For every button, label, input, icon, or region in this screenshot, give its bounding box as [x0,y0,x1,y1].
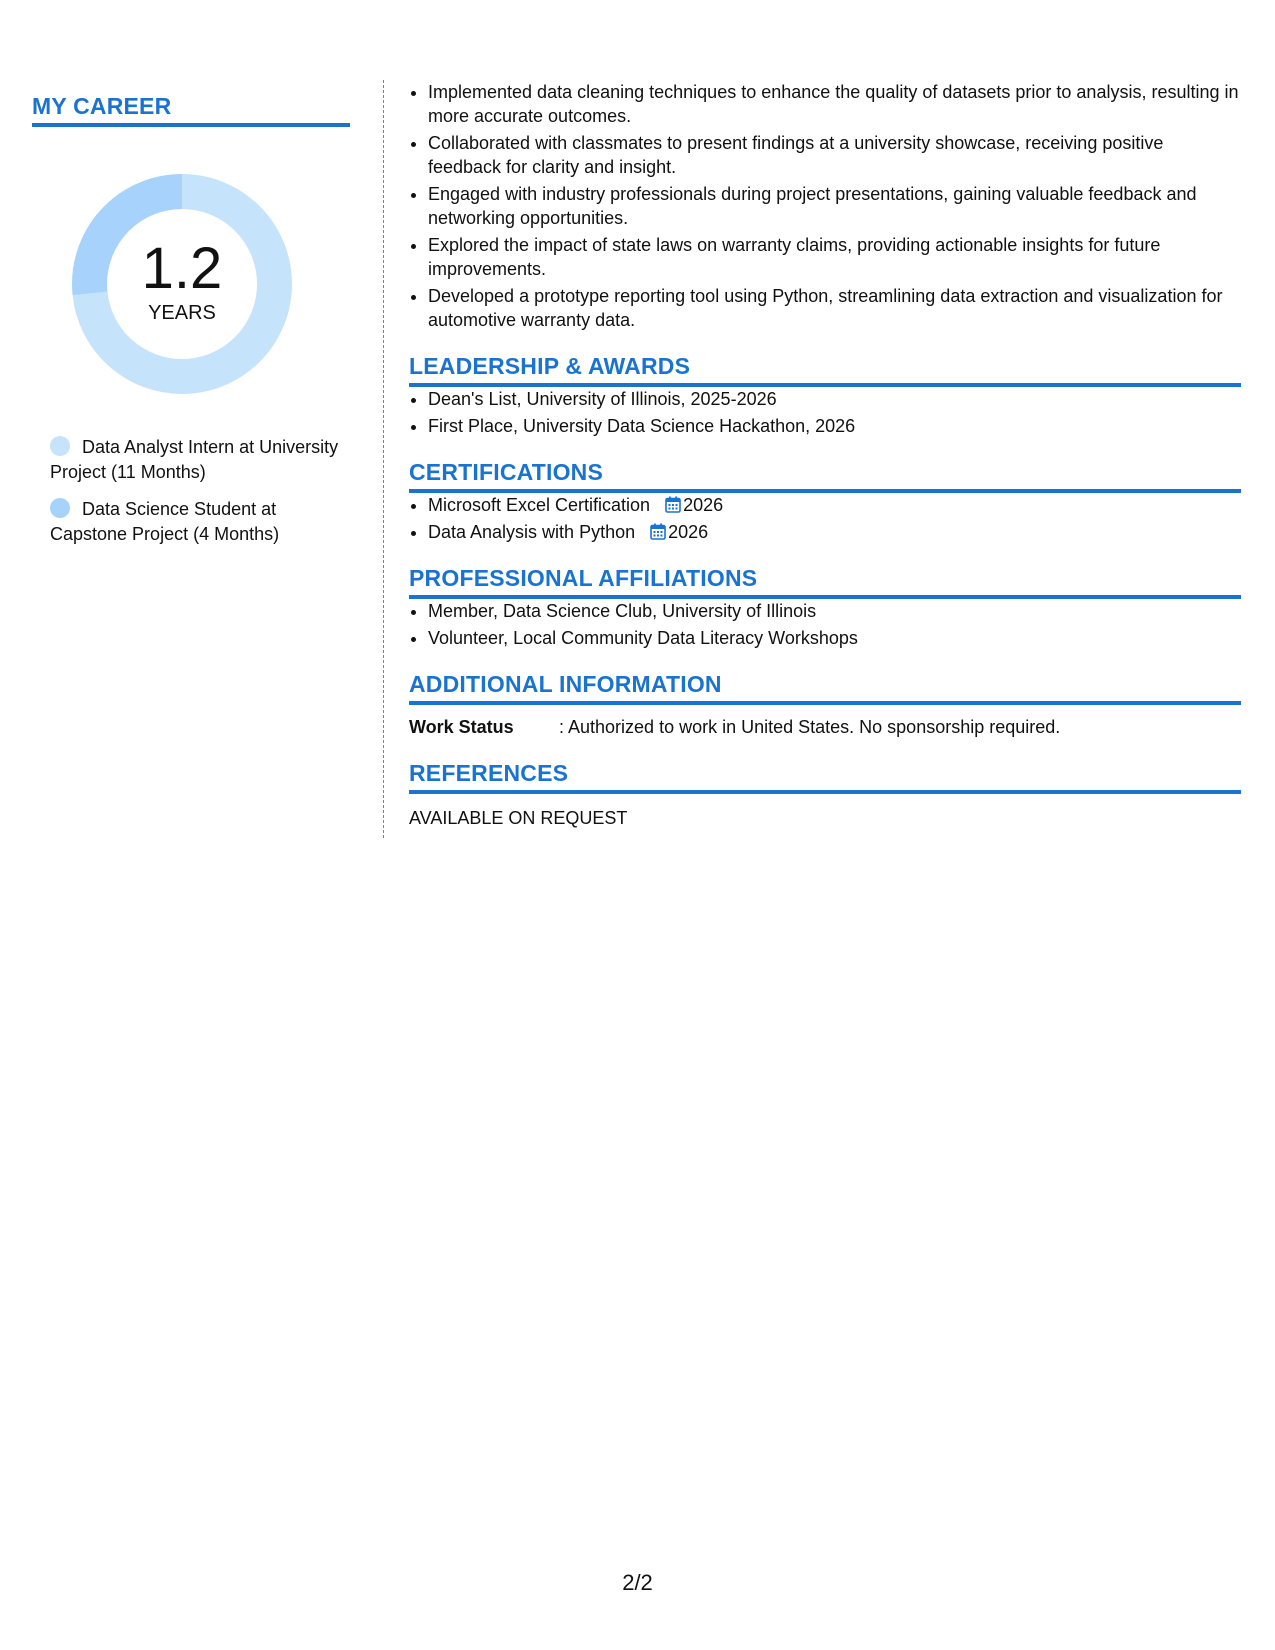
calendar-icon [650,523,666,540]
list-item: • Volunteer, Local Community Data Literacy Workshops [428,626,1241,650]
career-title: MY CAREER [32,92,350,127]
work-status-value: : Authorized to work in United States. No sponsorship required. [559,717,1061,737]
list-item: • First Place, University Data Science Hackathon, 2026 [428,414,1241,438]
list-item: • Member, Data Science Club, University of Illinois [428,599,1241,623]
experience-list [409,80,1241,332]
work-status-label: Work Status [409,717,514,737]
legend-item [50,435,350,485]
calendar-icon [665,496,681,513]
legend-label: Data Analyst Intern at University Project (11 Months) [50,437,339,482]
donut-center [67,169,297,399]
list-item [428,520,1241,544]
certifications-list [409,493,1241,544]
references-title: REFERENCES [409,759,1241,794]
certification-year: 2026 [668,522,709,542]
legend-item [50,497,350,547]
list-item: • Engaged with industry professionals during project presentations, gaining valuable feedback and networking opportunities. [428,182,1241,230]
affiliations-title: PROFESSIONAL AFFILIATIONS [409,564,1241,599]
list-item: • Implemented data cleaning techniques to enhance the quality of datasets prior to analysis, resulting in more accurate outcomes. [428,80,1241,128]
certification-year: 2026 [683,495,724,515]
leadership-title: LEADERSHIP & AWARDS [409,352,1241,387]
column-divider [383,80,384,838]
list-item: • Collaborated with classmates to present findings at a university showcase, receiving positive feedback for clarity and insight. [428,131,1241,179]
right-column [409,80,1241,830]
certification-name: Data Analysis with Python [428,522,636,542]
work-status-row [409,715,1241,739]
left-column [32,92,350,559]
affiliations-list [409,599,1241,650]
page-number: 2/2 [622,1570,653,1595]
donut-unit: YEARS [148,302,216,324]
certification-name: Microsoft Excel Certification [428,495,651,515]
leadership-list [409,387,1241,438]
legend-label: Data Science Student at Capstone Project (4 Months) [50,499,280,544]
career-legend [50,435,350,547]
list-item: • Explored the impact of state laws on warranty claims, providing actionable insights for future improvements. [428,233,1241,281]
list-item [428,493,1241,517]
career-donut-chart [67,169,297,399]
list-item: • Developed a prototype reporting tool using Python, streamlining data extraction and visualization for automotive warranty data. [428,284,1241,332]
donut-value: 1.2 [141,236,223,301]
certifications-title: CERTIFICATIONS [409,458,1241,493]
references-text: AVAILABLE ON REQUEST [409,808,628,828]
additional-info-title: ADDITIONAL INFORMATION [409,670,1241,705]
legend-dot [50,498,70,518]
legend-dot [50,436,70,456]
list-item: • Dean's List, University of Illinois, 2025-2026 [428,387,1241,411]
